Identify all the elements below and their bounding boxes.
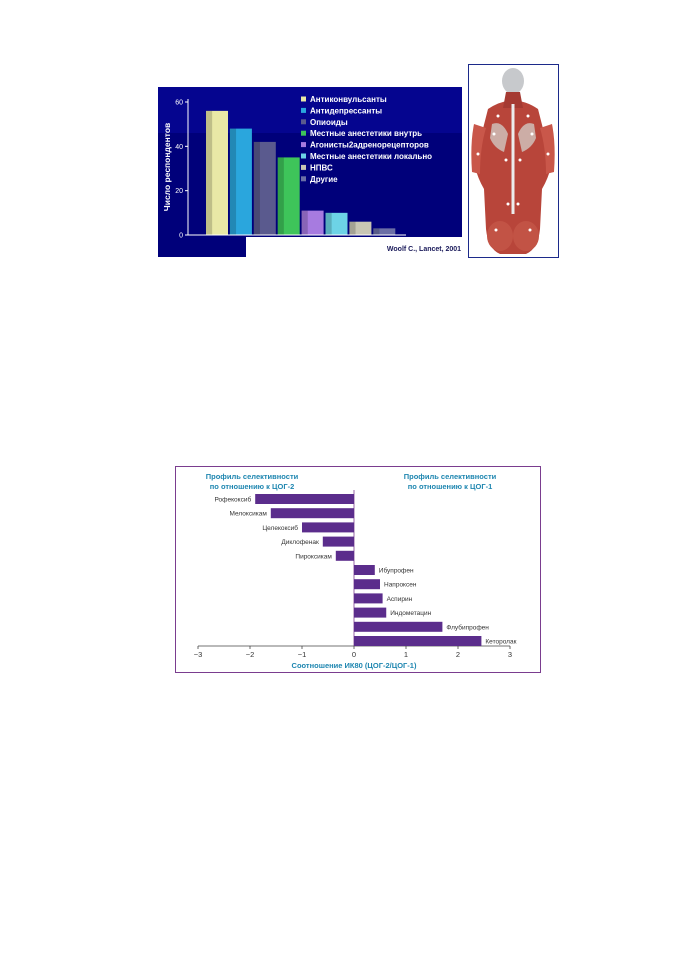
- chart2-bar-rect: [354, 622, 442, 632]
- chart2-bar-label: Индометацин: [390, 610, 432, 618]
- chart1-bar-shade: [254, 142, 260, 235]
- chart2-bar-label: Рофекоксиб: [214, 496, 252, 504]
- chart2-title-right-line1: Профиль селективности: [403, 472, 497, 481]
- chart2-bar-label: Пироксикам: [295, 553, 332, 561]
- chart2-bar-label: Целекоксиб: [262, 524, 298, 532]
- chart1-bar: [349, 222, 371, 235]
- anatomy-right-gluteal: [513, 221, 539, 251]
- chart2-bar-rect: [336, 551, 354, 561]
- anatomy-head: [502, 68, 524, 94]
- chart1-y-tick-label: 20: [175, 188, 183, 196]
- chart1-legend-swatch: [301, 165, 306, 170]
- anatomy-left-gluteal: [487, 221, 513, 251]
- chart2-x-tick-label: 0: [351, 650, 357, 659]
- chart2-x-tick-label: 3: [507, 650, 513, 659]
- chart1-legend-label: НПВС: [310, 163, 333, 173]
- chart1-legend-swatch: [301, 119, 306, 124]
- chart2-x-tick-label: −2: [245, 650, 255, 659]
- chart2-bar-label: Аспирин: [386, 595, 413, 603]
- chart2-bar-rect: [323, 537, 354, 547]
- chart1-bar: [254, 142, 276, 235]
- chart1-bar: [373, 228, 395, 235]
- chart1-bar-shade: [326, 213, 332, 235]
- back-muscles-illustration-icon: [468, 64, 559, 258]
- chart1-legend-swatch: [301, 108, 306, 113]
- chart1-bar-shade: [230, 129, 236, 235]
- chart1-bar: [326, 213, 348, 235]
- chart1-y-tick-label: 60: [175, 99, 183, 107]
- chart1-bar-shade: [373, 228, 379, 235]
- chart1-bar: [230, 129, 252, 235]
- chart1-bar: [302, 211, 324, 235]
- chart2-x-tick-label: −1: [297, 650, 307, 659]
- chart2-bar-label: Ибупрофен: [378, 567, 414, 575]
- chart1-legend-swatch: [301, 154, 306, 159]
- chart1-bar: [206, 111, 228, 235]
- chart2-bar-rect: [255, 494, 354, 504]
- chart1-legend-swatch: [301, 131, 306, 136]
- chart2-bar-rect: [302, 522, 354, 532]
- chart1-annotation: Woolf C., Lancet, 2001: [386, 246, 462, 253]
- chart1-legend-label: Антидепрессанты: [310, 106, 383, 116]
- chart2-x-tick-label: 2: [455, 650, 461, 659]
- chart1-legend-swatch: [301, 176, 306, 181]
- chart2-title-left-line1: Профиль селективности: [205, 472, 299, 481]
- chart2-bar-label: Напроксен: [384, 581, 417, 589]
- chart1-legend-swatch: [301, 142, 306, 147]
- chart2-bar-rect: [354, 593, 383, 603]
- chart2-title-left-line2: по отношению к ЦОГ-2: [209, 482, 295, 491]
- chart1-legend-label: Антиконвульсанты: [310, 95, 387, 104]
- chart2-bar-rect: [354, 565, 375, 575]
- chart2-x-tick-label: −3: [193, 650, 203, 659]
- chart1-legend-label: Опиоиды: [310, 117, 348, 127]
- chart1-y-axis-label: Число респондентов: [162, 122, 172, 212]
- chart1-legend-swatch: [301, 97, 306, 102]
- analgesics-bar-chart: [158, 87, 462, 257]
- chart2-bar-label: Кеторолак: [485, 638, 517, 646]
- chart2-bar-rect: [271, 508, 354, 518]
- chart2-x-tick-label: 1: [403, 650, 409, 659]
- chart2-bar-rect: [354, 608, 386, 618]
- chart1-legend-label: Местные анестетики локально: [310, 152, 433, 161]
- chart1-bar-shade: [206, 111, 212, 235]
- chart1-bar-shade: [278, 157, 284, 235]
- chart2-x-axis-label: Соотношение ИК80 (ЦОГ-2/ЦОГ-1): [291, 661, 417, 670]
- chart1-legend-label: Другие: [310, 174, 338, 184]
- chart2-title-right-line2: по отношению к ЦОГ-1: [407, 482, 493, 491]
- chart1-y-tick-label: 0: [179, 232, 183, 240]
- chart1-bar-shade: [349, 222, 355, 235]
- chart2-bar-label: Диклофенак: [281, 539, 319, 547]
- chart1-bar: [278, 157, 300, 235]
- cox-selectivity-chart: [175, 466, 541, 673]
- chart2-bar-rect: [354, 636, 481, 646]
- chart1-legend-label: Агонисты2адренорецепторов: [310, 140, 429, 150]
- chart1-legend-label: Местные анестетики внутрь: [310, 129, 423, 139]
- chart2-bar-label: Флубипрофен: [446, 624, 489, 632]
- chart2-bar-label: Мелоксикам: [229, 510, 267, 518]
- chart1-y-tick-label: 40: [175, 143, 183, 151]
- chart2-bar-rect: [354, 579, 380, 589]
- chart1-bar-shade: [302, 211, 308, 235]
